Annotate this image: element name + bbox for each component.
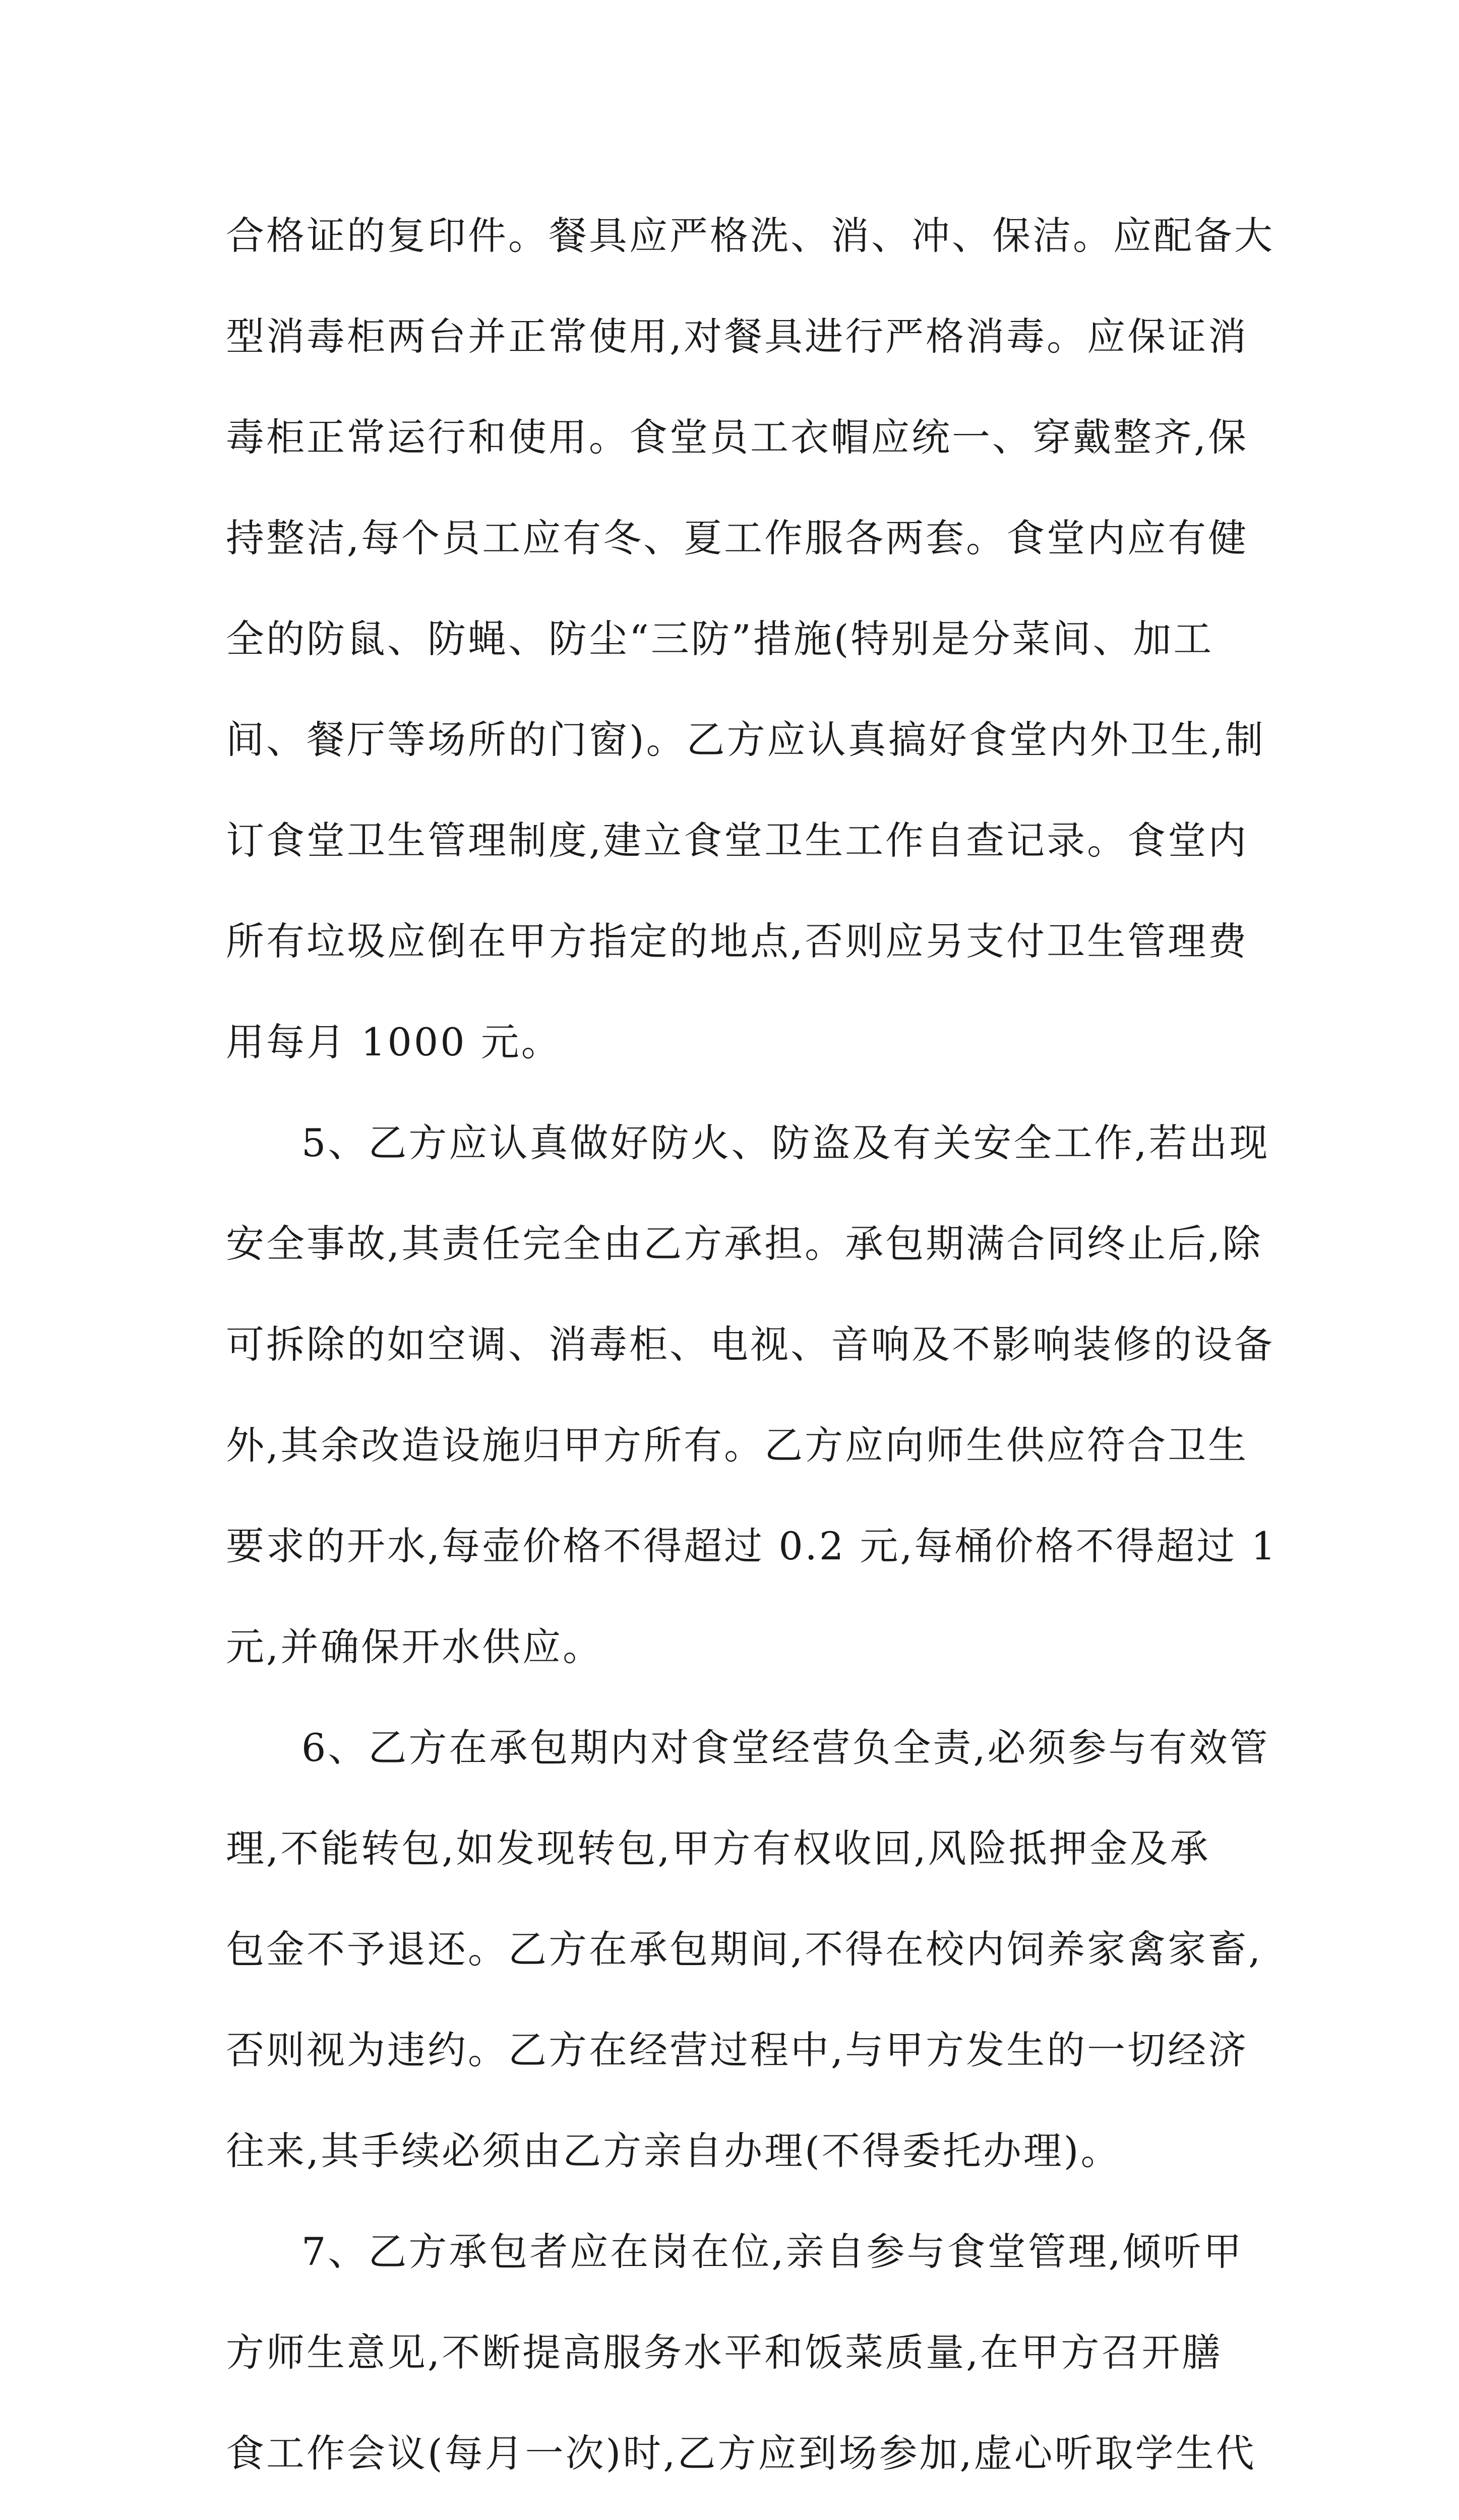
- text-line: 安全事故,其责任完全由乙方承担。承包期满合同终止后,除: [226, 1221, 1263, 1266]
- text-line: 外,其余改造设施归甲方所有。乙方应向师生供应符合卫生: [226, 1423, 1249, 1468]
- text-line: 食工作会议(每月一次)时,乙方应到场参加,虚心听取学生代: [226, 2431, 1256, 2476]
- text-line: 用每月 1000 元。: [226, 1020, 562, 1064]
- document-body: [226, 185, 1278, 2520]
- text-line: 毒柜正常运行和使用。食堂员工衣帽应统一、穿戴整齐,保: [226, 415, 1249, 460]
- text-line: 型消毒柜两台并正常使用,对餐具进行严格消毒。应保证消: [226, 314, 1249, 359]
- text-line: 往来,其手续必须由乙方亲自办理(不得委托办理)。: [226, 2128, 1121, 2173]
- text-line: 可拆除的如空调、消毒柜、电视、音响及不影响装修的设备: [226, 1322, 1274, 1367]
- text-line: 否则视为违约。乙方在经营过程中,与甲方发生的一切经济: [226, 2028, 1249, 2072]
- text-line: 包金不予退还。乙方在承包期间,不得在校内饲养家禽家畜,: [226, 1927, 1263, 1972]
- text-line: 方师生意见,不断提高服务水平和饭菜质量,在甲方召开膳: [226, 2330, 1223, 2375]
- text-line: 所有垃圾应倒在甲方指定的地点,否则应另支付卫生管理费: [226, 919, 1249, 964]
- text-line: 要求的开水,每壶价格不得超过 0.2 元,每桶价格不得超过 1: [226, 1524, 1278, 1568]
- text-line: 理,不能转包,如发现转包,甲方有权收回,风险抵押金及承: [226, 1826, 1210, 1871]
- text-line: 持整洁,每个员工应有冬、夏工作服各两套。食堂内应有健: [226, 516, 1249, 560]
- text-line: 合格证的复印件。餐具应严格洗、消、冲、保洁。应配备大: [226, 213, 1274, 258]
- text-line: 订食堂卫生管理制度,建立食堂卫生工作自查记录。食堂内: [226, 818, 1249, 863]
- text-line: 元,并确保开水供应。: [226, 1624, 603, 1669]
- text-line: 全的防鼠、防蝇、防尘“三防”措施(特别是分菜间、加工: [226, 616, 1214, 661]
- text-line: [226, 2504, 1249, 2520]
- paragraph-start-line: 7、乙方承包者应在岗在位,亲自参与食堂管理,倾听甲: [301, 2229, 1244, 2274]
- paragraph-start-line: 5、乙方应认真做好防火、防盗及有关安全工作,若出现: [301, 1120, 1270, 1165]
- text-line: 间、餐厅等场所的门窗)。乙方应认真搞好食堂内外卫生,制: [226, 717, 1265, 762]
- paragraph-start-line: 6、乙方在承包期内对食堂经营负全责,必须参与有效管: [301, 1725, 1270, 1770]
